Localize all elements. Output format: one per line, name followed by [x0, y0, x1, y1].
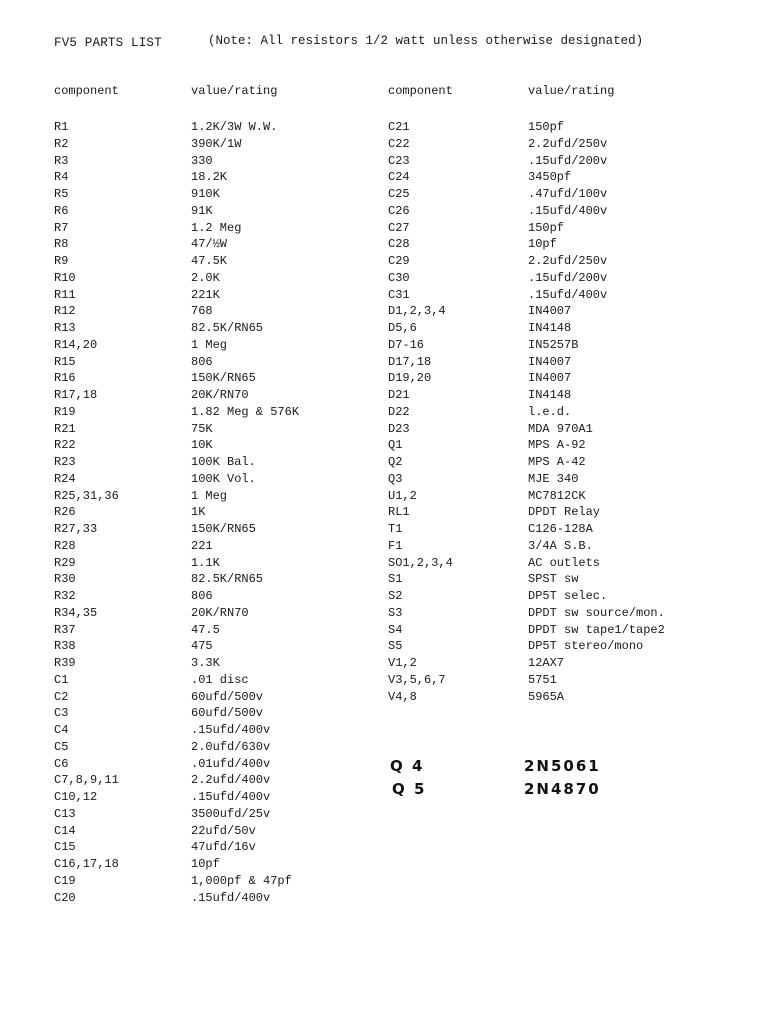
part-component: R6	[54, 203, 69, 218]
part-component: R10	[54, 270, 76, 285]
part-row	[388, 538, 665, 555]
part-row	[54, 521, 299, 538]
part-value: 47.5K	[191, 254, 228, 268]
part-row	[388, 119, 665, 136]
part-row	[54, 739, 299, 756]
part-value: C126-128A	[528, 522, 593, 536]
part-row	[388, 622, 665, 639]
part-component: R13	[54, 321, 76, 335]
part-component: R29	[54, 555, 76, 570]
part-row	[54, 186, 299, 203]
part-value: 768	[191, 304, 213, 319]
part-row	[388, 605, 665, 622]
part-row	[388, 638, 665, 655]
part-row	[388, 504, 665, 521]
part-value: 150K/RN65	[191, 371, 256, 386]
part-row	[54, 571, 299, 588]
part-row	[54, 354, 299, 371]
part-component: C28	[388, 237, 410, 252]
part-component: C26	[388, 203, 410, 218]
component-header: component	[54, 84, 119, 98]
part-row	[54, 119, 299, 136]
part-component: R21	[54, 421, 76, 436]
part-component: C15	[54, 840, 76, 855]
part-row	[54, 153, 299, 170]
part-value: 20K/RN70	[191, 605, 249, 620]
part-component: R7	[54, 220, 69, 235]
part-value: 3500ufd/25v	[191, 806, 271, 821]
part-row	[54, 873, 299, 890]
handwritten-q4-value: 2N5061	[524, 757, 601, 775]
part-row	[54, 655, 299, 672]
part-component: R16	[54, 371, 76, 386]
part-row	[388, 220, 665, 237]
part-value: .15ufd/200v	[528, 153, 608, 168]
part-value: 1.2 Meg	[191, 220, 242, 235]
part-value: 150K/RN65	[191, 522, 256, 536]
part-value: .15ufd/400v	[191, 723, 271, 737]
part-component: R8	[54, 237, 69, 252]
part-row	[54, 504, 299, 521]
part-value: 150pf	[528, 220, 565, 235]
part-component: R37	[54, 622, 76, 637]
part-component: C22	[388, 136, 410, 151]
part-component: C27	[388, 220, 410, 235]
part-component: C31	[388, 287, 410, 302]
part-row	[388, 488, 665, 505]
part-row	[388, 337, 665, 354]
part-component: SO1,2,3,4	[388, 555, 453, 570]
part-component: C14	[54, 823, 76, 838]
part-value: 100K Vol.	[191, 471, 256, 486]
part-component: R22	[54, 438, 76, 453]
part-component: S5	[388, 639, 403, 654]
part-value: MJE 340	[528, 471, 579, 486]
part-value: MC7812CK	[528, 488, 586, 503]
part-row	[54, 471, 299, 488]
part-component: R28	[54, 538, 76, 553]
right-column-header	[388, 84, 614, 98]
left-parts-list	[54, 119, 299, 906]
part-row	[388, 320, 665, 337]
part-value: IN4007	[528, 354, 572, 369]
part-component: R39	[54, 656, 76, 670]
part-row	[388, 404, 665, 421]
part-row	[54, 488, 299, 505]
part-component: R4	[54, 170, 69, 185]
part-value: 10K	[191, 438, 213, 453]
part-row	[388, 655, 665, 672]
part-row	[54, 370, 299, 387]
part-component: V4,8	[388, 689, 417, 704]
part-value: 20K/RN70	[191, 388, 249, 402]
part-value: l.e.d.	[528, 404, 572, 419]
part-value: .15ufd/400v	[528, 287, 608, 302]
part-value: 1 Meg	[191, 337, 228, 352]
part-row	[388, 287, 665, 304]
part-component: V3,5,6,7	[388, 672, 446, 687]
part-value: 475	[191, 639, 213, 654]
part-row	[54, 638, 299, 655]
part-value: 1K	[191, 505, 206, 520]
part-value: .01 disc	[191, 672, 249, 687]
part-component: R23	[54, 455, 76, 469]
part-row	[54, 756, 299, 773]
part-component: C4	[54, 723, 69, 737]
value-header: value/rating	[528, 84, 615, 98]
part-value: 10pf	[191, 857, 220, 871]
part-component: D17,18	[388, 354, 432, 369]
part-component: C20	[54, 890, 76, 905]
part-row	[388, 253, 665, 270]
part-value: 12AX7	[528, 656, 565, 670]
part-value: 3450pf	[528, 170, 572, 185]
part-row	[388, 236, 665, 253]
part-row	[388, 169, 665, 186]
part-value: 47/½W	[191, 237, 228, 252]
part-row	[388, 588, 665, 605]
part-value: 91K	[191, 203, 213, 218]
part-component: C6	[54, 756, 69, 771]
part-component: C25	[388, 187, 410, 201]
part-value: 330	[191, 153, 213, 168]
part-value: 3/4A S.B.	[528, 538, 593, 553]
part-value: 60ufd/500v	[191, 706, 264, 721]
part-value: .15ufd/200v	[528, 270, 608, 285]
part-component: R15	[54, 354, 76, 369]
part-value: IN4007	[528, 371, 572, 386]
part-value: DPDT sw tape1/tape2	[528, 622, 665, 637]
part-row	[54, 337, 299, 354]
part-value: 2.0K	[191, 270, 220, 285]
part-component: C19	[54, 873, 76, 888]
part-component: V1,2	[388, 656, 417, 670]
part-component: S4	[388, 622, 403, 637]
page-title: FV5 PARTS LIST	[54, 36, 162, 50]
part-row	[388, 521, 665, 538]
part-row	[388, 689, 665, 706]
part-value: IN4148	[528, 388, 572, 402]
part-value: 2.2ufd/400v	[191, 773, 271, 788]
part-row	[54, 705, 299, 722]
part-row	[54, 236, 299, 253]
part-component: R3	[54, 153, 69, 168]
part-value: DPDT sw source/mon.	[528, 605, 665, 620]
part-value: SPST sw	[528, 572, 579, 587]
part-value: 910K	[191, 187, 220, 201]
part-component: D19,20	[388, 371, 432, 386]
part-component: C7,8,9,11	[54, 773, 119, 788]
part-component: D21	[388, 388, 410, 402]
part-value: MPS A-92	[528, 438, 586, 453]
part-value: IN4007	[528, 304, 572, 319]
part-component: R27,33	[54, 522, 98, 536]
part-component: D1,2,3,4	[388, 304, 446, 319]
part-row	[388, 203, 665, 220]
part-row	[54, 404, 299, 421]
part-row	[54, 689, 299, 706]
part-component: C5	[54, 739, 69, 754]
part-row	[388, 136, 665, 153]
part-row	[388, 270, 665, 287]
part-value: DPDT Relay	[528, 505, 601, 520]
part-component: R12	[54, 304, 76, 319]
part-value: DP5T stereo/mono	[528, 639, 644, 654]
part-component: R17,18	[54, 388, 98, 402]
part-row	[54, 136, 299, 153]
part-row	[388, 471, 665, 488]
part-component: C24	[388, 170, 410, 185]
part-value: 75K	[191, 421, 213, 436]
part-row	[54, 169, 299, 186]
part-row	[388, 387, 665, 404]
part-value: 22ufd/50v	[191, 823, 256, 838]
part-component: F1	[388, 538, 403, 553]
part-row	[54, 203, 299, 220]
part-value: 3.3K	[191, 656, 220, 670]
part-value: 1.2K/3W W.W.	[191, 120, 278, 134]
part-value: 5751	[528, 672, 557, 687]
part-component: Q2	[388, 455, 403, 469]
part-component: R19	[54, 404, 76, 419]
part-row	[388, 303, 665, 320]
part-component: R11	[54, 287, 76, 302]
part-value: .15ufd/400v	[191, 790, 271, 804]
part-value: MPS A-42	[528, 455, 586, 469]
part-value: 221K	[191, 287, 220, 302]
part-value: IN4148	[528, 321, 572, 335]
part-value: 5965A	[528, 689, 565, 704]
part-value: .01ufd/400v	[191, 756, 271, 771]
part-value: .47ufd/100v	[528, 187, 608, 201]
part-row	[54, 421, 299, 438]
part-row	[388, 571, 665, 588]
part-row	[388, 454, 665, 471]
part-row	[54, 588, 299, 605]
part-row	[54, 387, 299, 404]
part-row	[388, 370, 665, 387]
part-value: AC outlets	[528, 555, 601, 570]
part-component: D22	[388, 404, 410, 419]
part-value: 82.5K/RN65	[191, 572, 264, 587]
part-value: 806	[191, 354, 213, 369]
part-component: Q1	[388, 438, 403, 453]
part-row	[54, 839, 299, 856]
part-component: S1	[388, 572, 403, 587]
part-value: 2.0ufd/630v	[191, 739, 271, 754]
part-value: IN5257B	[528, 337, 579, 352]
part-component: C13	[54, 806, 76, 821]
part-component: D5,6	[388, 321, 417, 335]
part-component: C21	[388, 120, 410, 134]
part-component: R38	[54, 639, 76, 654]
part-value: 18.2K	[191, 170, 228, 185]
part-component: U1,2	[388, 488, 417, 503]
part-component: R24	[54, 471, 76, 486]
part-row	[388, 153, 665, 170]
part-component: R34,35	[54, 605, 98, 620]
part-component: Q3	[388, 471, 403, 486]
part-component: R2	[54, 136, 69, 151]
part-value: 47.5	[191, 622, 220, 637]
part-component: C1	[54, 672, 69, 687]
part-component: C16,17,18	[54, 857, 119, 871]
part-component: R30	[54, 572, 76, 587]
part-component: C3	[54, 706, 69, 721]
part-row	[54, 287, 299, 304]
part-row	[54, 789, 299, 806]
part-component: RL1	[388, 505, 410, 520]
part-row	[54, 220, 299, 237]
part-row	[54, 555, 299, 572]
part-value: 390K/1W	[191, 136, 242, 151]
part-row	[54, 437, 299, 454]
part-row	[54, 806, 299, 823]
part-row	[54, 454, 299, 471]
part-value: 82.5K/RN65	[191, 321, 264, 335]
part-value: MDA 970A1	[528, 421, 593, 436]
part-row	[54, 622, 299, 639]
part-row	[54, 303, 299, 320]
handwritten-q5-label: Q 5	[392, 780, 427, 798]
part-row	[388, 672, 665, 689]
part-row	[54, 890, 299, 907]
part-component: R25,31,36	[54, 488, 119, 503]
part-value: 150pf	[528, 120, 565, 134]
part-value: 2.2ufd/250v	[528, 136, 608, 151]
part-component: D7-16	[388, 337, 425, 352]
part-row	[54, 270, 299, 287]
part-value: 1,000pf & 47pf	[191, 873, 292, 888]
part-row	[54, 320, 299, 337]
part-value: 60ufd/500v	[191, 689, 264, 704]
part-component: R5	[54, 187, 69, 201]
part-row	[54, 538, 299, 555]
part-row	[54, 605, 299, 622]
part-value: 10pf	[528, 237, 557, 252]
part-component: T1	[388, 522, 403, 536]
part-component: C2	[54, 689, 69, 704]
part-row	[54, 772, 299, 789]
part-component: R32	[54, 589, 76, 603]
left-column-header	[54, 84, 277, 98]
part-row	[54, 672, 299, 689]
part-value: 1.82 Meg & 576K	[191, 404, 300, 419]
part-row	[54, 823, 299, 840]
part-value: 100K Bal.	[191, 455, 256, 469]
part-row	[54, 253, 299, 270]
part-value: 221	[191, 538, 213, 553]
part-value: .15ufd/400v	[528, 203, 608, 218]
part-value: 806	[191, 589, 213, 603]
part-row	[388, 354, 665, 371]
part-component: C23	[388, 153, 410, 168]
part-value: .15ufd/400v	[191, 890, 271, 905]
part-row	[388, 186, 665, 203]
part-value: 47ufd/16v	[191, 840, 256, 855]
part-component: R9	[54, 254, 69, 268]
resistor-note: (Note: All resistors 1/2 watt unless otherwise designated)	[208, 34, 644, 48]
part-row	[388, 421, 665, 438]
right-parts-list	[388, 119, 665, 705]
part-value: 1.1K	[191, 555, 220, 570]
part-component: C30	[388, 270, 410, 285]
part-row	[54, 722, 299, 739]
part-component: R26	[54, 505, 76, 520]
part-row	[54, 856, 299, 873]
part-value: DP5T selec.	[528, 589, 608, 603]
part-component: S3	[388, 605, 403, 620]
handwritten-q4-label: Q 4	[390, 757, 425, 775]
part-row	[388, 437, 665, 454]
handwritten-q5-value: 2N4870	[524, 780, 601, 798]
component-header: component	[388, 84, 453, 98]
part-component: C10,12	[54, 790, 98, 804]
part-component: C29	[388, 254, 410, 268]
part-row	[388, 555, 665, 572]
part-value: 1 Meg	[191, 488, 228, 503]
value-header: value/rating	[191, 84, 278, 98]
part-component: R14,20	[54, 337, 98, 352]
part-component: R1	[54, 120, 69, 134]
part-value: 2.2ufd/250v	[528, 254, 608, 268]
part-component: S2	[388, 589, 403, 603]
part-component: D23	[388, 421, 410, 436]
